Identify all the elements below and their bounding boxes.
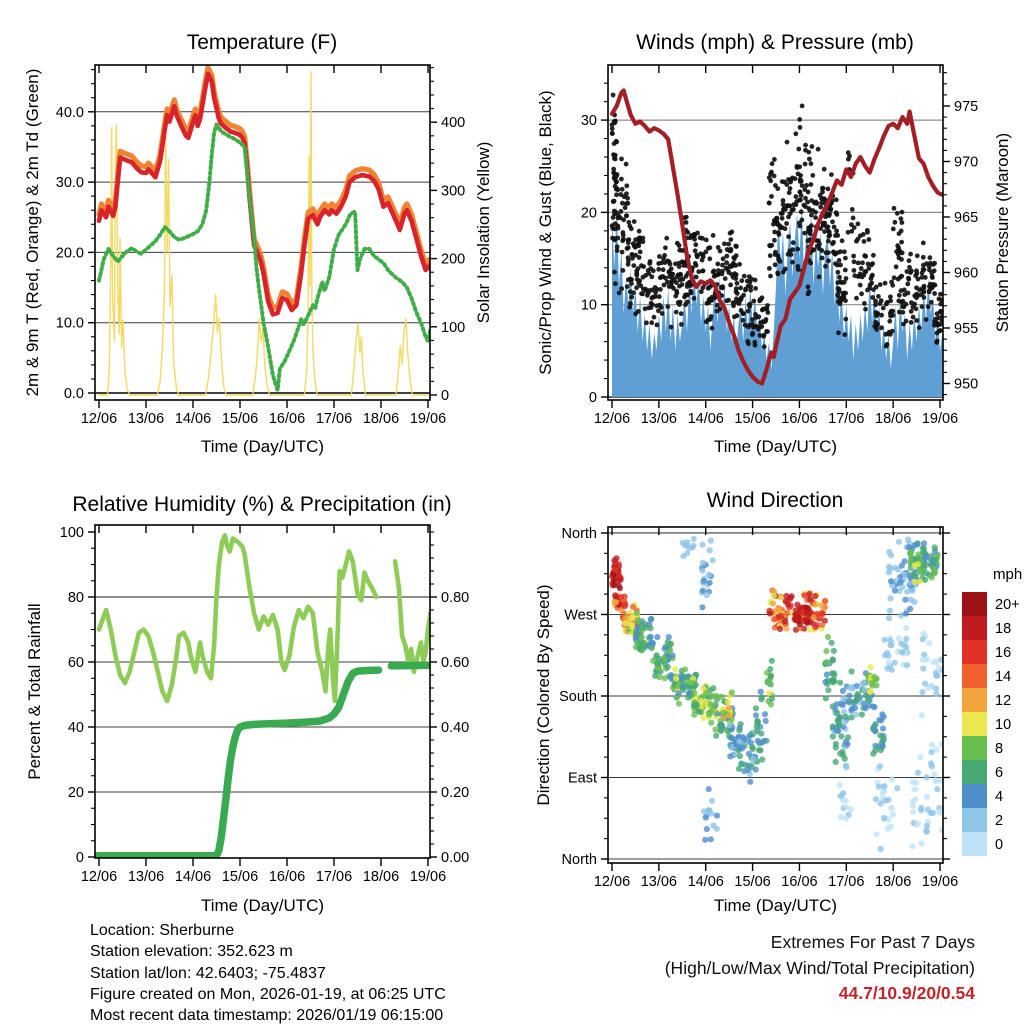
winds-series <box>610 91 945 398</box>
winddir-x-tick: 12/06 <box>593 874 631 890</box>
extremes-subtitle: (High/Low/Max Wind/Total Precipitation) <box>664 957 975 978</box>
colorbar-label: 12 <box>995 693 1012 709</box>
temperature-right-tick: 0 <box>441 388 450 404</box>
humidity-x-tick: 18/06 <box>362 869 400 885</box>
winddir-left-tick: West <box>564 607 597 624</box>
temp-2m-line <box>99 74 430 314</box>
humidity-left-tick: 100 <box>59 525 84 541</box>
humidity-left-axis-title: Percent & Total Rainfall <box>25 603 44 780</box>
temperature-left-tick: 10.0 <box>55 315 84 332</box>
winds-x-tick: 14/06 <box>687 411 724 427</box>
winds-x-tick: 17/06 <box>828 411 865 427</box>
winddir-x-tick: 18/06 <box>875 874 912 890</box>
relative-humidity-line <box>99 535 430 701</box>
winds-right-axis-title: Station Pressure (Maroon) <box>993 132 1012 333</box>
humidity-right-tick: 0.40 <box>441 720 470 736</box>
humidity-x-axis-title: Time (Day/UTC) <box>200 896 325 915</box>
temperature-left-axis-title: 2m & 9m T (Red, Orange) & 2m Td (Green) <box>23 68 42 397</box>
winddir-left-tick: North <box>561 525 597 542</box>
winds-left-tick: 30 <box>580 113 597 130</box>
temperature-right-tick: 100 <box>441 319 466 336</box>
temperature-right-tick: 300 <box>441 183 466 200</box>
station-info-latlon: Station lat/lon: 42.6403; -75.4837 <box>90 964 326 982</box>
colorbar-label: 14 <box>995 669 1012 685</box>
winds-right-tick: 960 <box>954 265 979 282</box>
station-info-elevation: Station elevation: 352.623 m <box>90 943 293 961</box>
temperature-x-tick: 18/06 <box>362 411 400 427</box>
colorbar-label: 2 <box>995 813 1004 829</box>
humidity-right-tick: 0.00 <box>441 850 470 866</box>
humidity-axes <box>60 525 469 885</box>
temperature-left-tick: 0.0 <box>63 386 84 402</box>
winds-x-tick: 19/06 <box>921 411 959 427</box>
winddir-x-axis-title: Time (Day/UTC) <box>713 896 838 915</box>
winds-right-tick: 965 <box>954 210 979 226</box>
humidity-left-tick: 0 <box>75 850 84 866</box>
colorbar-label: 8 <box>995 741 1004 757</box>
humidity-left-tick: 60 <box>67 655 84 671</box>
winddir-x-tick: 13/06 <box>640 874 678 890</box>
winds-x-tick: 13/06 <box>640 411 678 427</box>
temperature-x-tick: 17/06 <box>315 411 353 427</box>
temperature-x-tick: 16/06 <box>268 411 306 427</box>
winddir-x-tick: 15/06 <box>734 874 771 890</box>
winds-x-tick: 12/06 <box>593 411 631 427</box>
extremes-summary <box>665 930 975 1007</box>
humidity-x-tick: 17/06 <box>315 869 353 885</box>
winds-chart <box>536 31 1012 456</box>
station-info-created: Figure created on Mon, 2026-01-19, at 06:25 UTC <box>90 985 446 1003</box>
winds-x-axis-title: Time (Day/UTC) <box>713 437 838 456</box>
temperature-x-tick: 14/06 <box>174 411 212 427</box>
extremes-values: 44.7/10.9/20/0.54 <box>838 983 975 1003</box>
humidity-gridlines <box>95 597 430 792</box>
total-rainfall-line <box>97 665 431 855</box>
winds-left-axis-title: Sonic/Prop Wind & Gust (Blue, Black) <box>536 90 555 375</box>
colorbar-label: 16 <box>995 645 1012 661</box>
winds-left-tick: 10 <box>580 297 597 314</box>
winddir-left-axis-title: Direction (Colored By Speed) <box>534 584 553 806</box>
winddir-x-tick: 16/06 <box>781 874 818 890</box>
winds-title: Winds (mph) & Pressure (mb) <box>636 31 914 54</box>
humidity-chart <box>25 493 469 915</box>
humidity-x-tick: 14/06 <box>174 869 212 885</box>
winds-right-tick: 970 <box>954 154 979 171</box>
temperature-x-tick: 13/06 <box>127 411 165 427</box>
temperature-right-axis-title: Solar Insolation (Yellow) <box>474 141 493 324</box>
temperature-left-tick: 30.0 <box>55 175 84 192</box>
temperature-chart <box>23 31 493 456</box>
winds-left-tick: 20 <box>580 205 597 222</box>
winddir-x-tick: 14/06 <box>687 874 724 890</box>
temperature-left-tick: 20.0 <box>55 245 84 262</box>
winds-right-tick: 955 <box>954 321 979 337</box>
humidity-x-tick: 15/06 <box>221 869 259 885</box>
temperature-right-tick: 400 <box>441 115 466 132</box>
winddir-left-tick: North <box>561 852 597 868</box>
humidity-title: Relative Humidity (%) & Precipitation (in) <box>72 493 452 516</box>
winds-x-tick: 15/06 <box>734 411 771 427</box>
humidity-x-tick: 19/06 <box>409 869 447 885</box>
humidity-x-tick: 12/06 <box>80 869 118 885</box>
colorbar-title: mph <box>993 566 1023 583</box>
speed-colorbar <box>962 566 1022 856</box>
station-info-timestamp: Most recent data timestamp: 2026/01/19 06:15:00 <box>90 1007 444 1025</box>
wind-direction-dots <box>609 536 946 852</box>
winddir-left-tick: East <box>567 770 597 787</box>
humidity-right-tick: 0.80 <box>441 590 470 606</box>
colorbar-label: 0 <box>995 837 1004 853</box>
temperature-series <box>99 68 430 396</box>
temperature-x-tick: 12/06 <box>80 411 118 427</box>
winddir-chart <box>534 489 1022 915</box>
temperature-x-tick: 19/06 <box>409 411 447 427</box>
humidity-left-tick: 20 <box>67 785 84 801</box>
colorbar-label: 4 <box>995 789 1004 805</box>
temperature-x-axis-title: Time (Day/UTC) <box>200 437 325 456</box>
humidity-left-tick: 80 <box>67 590 84 606</box>
humidity-right-tick: 0.20 <box>441 785 470 801</box>
winds-right-tick: 950 <box>954 376 979 393</box>
extremes-title: Extremes For Past 7 Days <box>770 932 975 952</box>
humidity-left-tick: 40 <box>67 720 84 736</box>
temperature-right-tick: 200 <box>441 251 466 268</box>
winds-x-tick: 18/06 <box>875 411 912 427</box>
humidity-series <box>97 535 431 855</box>
humidity-right-tick: 0.60 <box>441 655 470 671</box>
winds-right-tick: 975 <box>954 99 979 115</box>
colorbar-label: 18 <box>995 621 1012 637</box>
humidity-x-tick: 16/06 <box>268 869 306 885</box>
colorbar-label: 6 <box>995 765 1004 781</box>
station-info-location: Location: Sherburne <box>90 922 235 939</box>
winddir-left-tick: South <box>559 688 597 705</box>
winddir-series <box>609 536 946 852</box>
winddir-x-tick: 17/06 <box>828 874 865 890</box>
solar-insolation-line <box>99 72 430 395</box>
temperature-left-tick: 40.0 <box>55 104 84 121</box>
winds-x-tick: 16/06 <box>781 411 818 427</box>
station-info <box>90 920 446 1026</box>
winddir-x-tick: 19/06 <box>921 874 959 890</box>
winds-left-tick: 0 <box>588 390 597 406</box>
humidity-x-tick: 13/06 <box>127 869 165 885</box>
colorbar-label: 10 <box>995 717 1012 733</box>
colorbar-label: 20+ <box>995 597 1020 613</box>
winddir-title: Wind Direction <box>706 489 844 512</box>
temperature-title: Temperature (F) <box>186 31 338 54</box>
temperature-x-tick: 15/06 <box>221 411 259 427</box>
